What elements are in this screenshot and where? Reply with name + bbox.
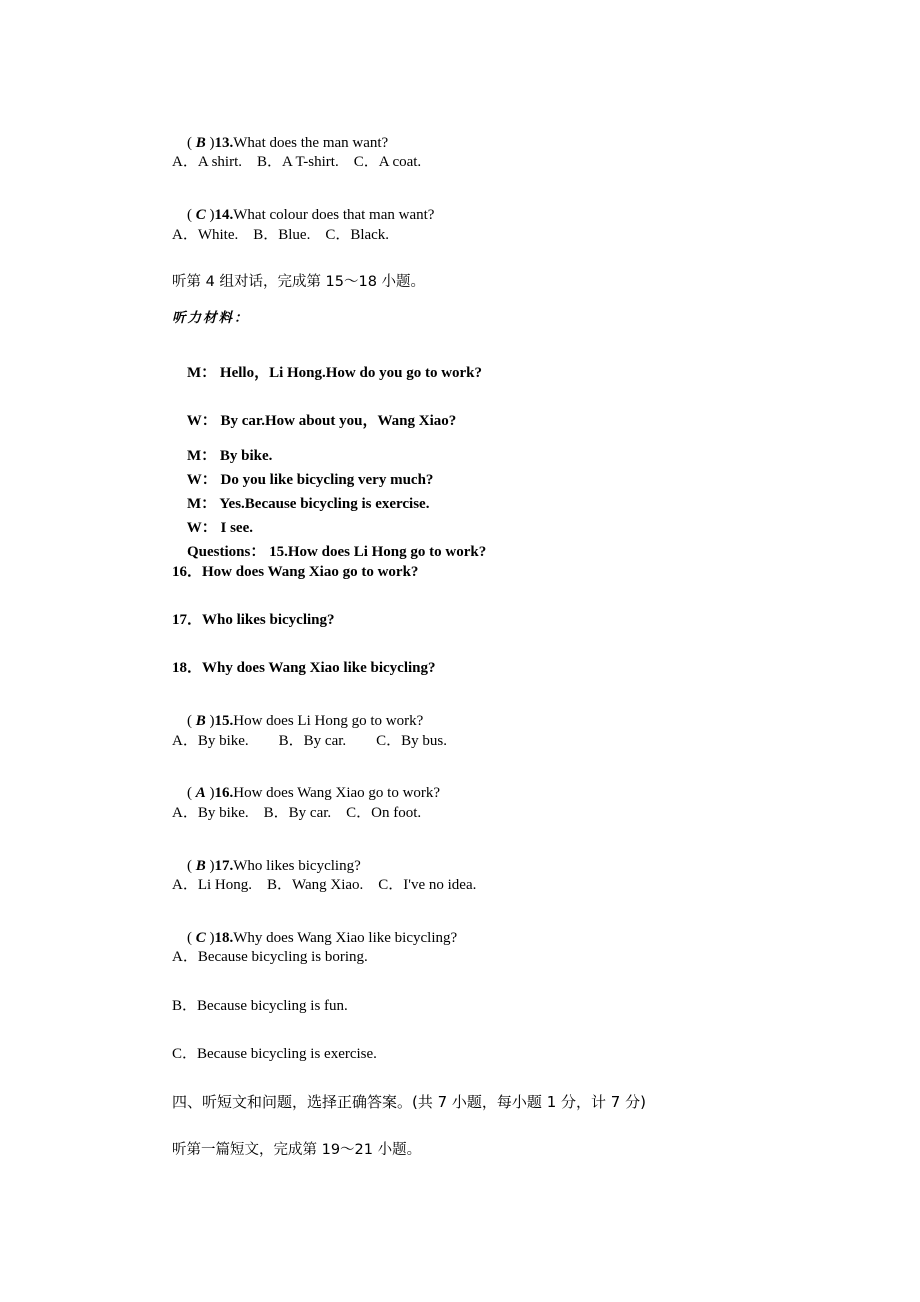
questions-label: Questions：	[187, 544, 266, 560]
group-4-instruction: 听第 4 组对话，完成第 15～18 小题。	[172, 274, 426, 290]
question-15-options: A．By bike. B．By car. C．By bus.	[172, 733, 448, 749]
utterance: I see.	[216, 520, 253, 536]
paren-open: (	[187, 207, 196, 223]
question-18-option-c: C．Because bicycling is exercise.	[172, 1046, 377, 1062]
question-number: 13.	[214, 135, 234, 151]
answer-letter: A	[195, 785, 206, 801]
question-18-option-b: B．Because bicycling is fun.	[172, 998, 348, 1014]
paren-open: (	[187, 713, 196, 729]
question-text: How does Li Hong go to work?	[233, 713, 424, 729]
answer-letter: B	[195, 713, 206, 729]
question-number: 14.	[214, 207, 234, 223]
paren-close: )	[205, 713, 215, 729]
answer-letter: B	[195, 858, 206, 874]
script-question-text: 15.How does Li Hong go to work?	[265, 544, 487, 560]
script-question-18: 18．Why does Wang Xiao like bicycling?	[172, 660, 436, 676]
paren-open: (	[187, 858, 196, 874]
answer-letter: B	[195, 135, 206, 151]
utterance: Hello，Li Hong.How do you go to work?	[216, 365, 483, 381]
utterance: Do you like bicycling very much?	[216, 472, 434, 488]
question-16-options: A．By bike. B．By car. C．On foot.	[172, 805, 422, 821]
question-text: What does the man want?	[233, 135, 389, 151]
question-17-options: A．Li Hong. B．Wang Xiao. C．I've no idea.	[172, 877, 477, 893]
section-4-heading: 四、听短文和问题，选择正确答案。(共 7 小题，每小题 1 分，计 7 分)	[172, 1093, 646, 1111]
question-number: 17.	[214, 858, 234, 874]
question-14-options: A．White. B．Blue. C．Black.	[172, 227, 390, 243]
section-4-instruction: 听第一篇短文，完成第 19～21 小题。	[172, 1142, 422, 1158]
script-question-16: 16．How does Wang Xiao go to work?	[172, 564, 419, 580]
script-question-17: 17．Who likes bicycling?	[172, 612, 335, 628]
speaker: W：	[186, 413, 217, 429]
paren-open: (	[187, 930, 196, 946]
paren-close: )	[205, 785, 215, 801]
answer-letter: C	[195, 930, 206, 946]
speaker: W：	[186, 472, 217, 488]
speaker: W：	[186, 520, 217, 536]
listening-material-label: 听力材料：	[172, 310, 250, 326]
paren-open: (	[187, 135, 196, 151]
dialogue-line	[172, 346, 482, 400]
question-number: 15.	[214, 713, 234, 729]
paren-open: (	[187, 785, 196, 801]
utterance: By car.How about you，Wang Xiao?	[216, 413, 457, 429]
paren-close: )	[205, 135, 215, 151]
question-text: Why does Wang Xiao like bicycling?	[233, 930, 458, 946]
utterance: Yes.Because bicycling is exercise.	[216, 496, 430, 512]
speaker: M：	[187, 496, 217, 512]
utterance: By bike.	[216, 448, 273, 464]
question-text: Who likes bicycling?	[233, 858, 361, 874]
question-number: 16.	[214, 785, 234, 801]
paren-close: )	[205, 858, 215, 874]
answer-letter: C	[195, 207, 206, 223]
question-text: What colour does that man want?	[233, 207, 435, 223]
question-text: How does Wang Xiao go to work?	[233, 785, 441, 801]
paren-close: )	[205, 207, 215, 223]
question-13-options: A．A shirt. B．A T-shirt. C．A coat.	[172, 154, 422, 170]
speaker: M：	[187, 448, 217, 464]
question-number: 18.	[214, 930, 234, 946]
question-18-option-a: A．Because bicycling is boring.	[172, 949, 368, 965]
speaker: M：	[187, 365, 217, 381]
paren-close: )	[205, 930, 215, 946]
